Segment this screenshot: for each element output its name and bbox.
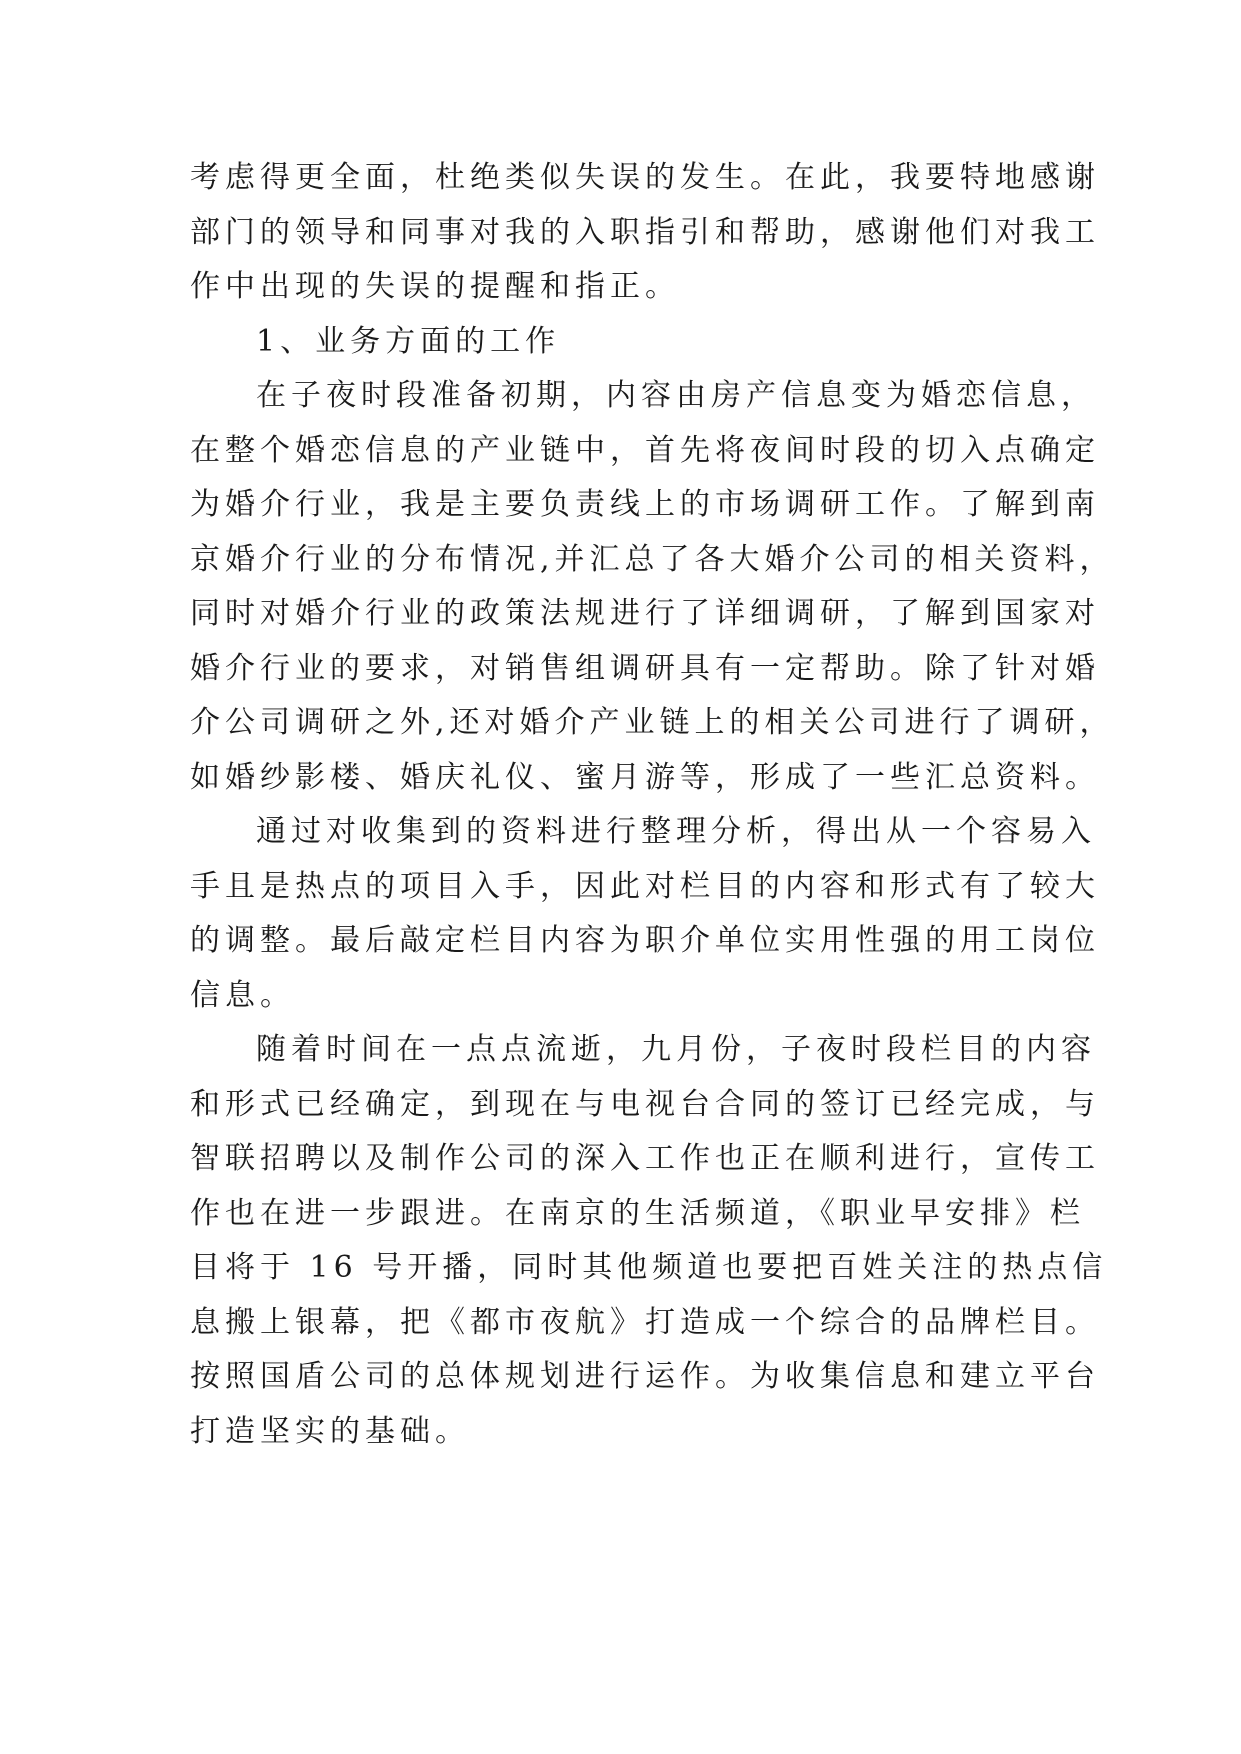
text-line: 作也在进一步跟进。在南京的生活频道，《职业早安排》栏: [190, 1195, 1085, 1231]
text-line: 打造坚实的基础。: [190, 1413, 470, 1449]
text-line: 婚介行业的要求，对销售组调研具有一定帮助。除了针对婚: [190, 650, 1100, 686]
text-line: 同时对婚介行业的政策法规进行了详细调研，了解到国家对: [190, 596, 1100, 631]
text-line: 考虑得更全面，杜绝类似失误的发生。在此，我要特地感谢: [190, 160, 1100, 195]
text-line: 随着时间在一点点流逝，九月份，子夜时段栏目的内容: [256, 1032, 1096, 1067]
text-line: 的调整。最后敲定栏目内容为职介单位实用性强的用工岗位: [190, 923, 1100, 958]
body-text: [190, 151, 1115, 1459]
text-line: 目将于 16 号开播，同时其他频道也要把百姓关注的热点信: [190, 1250, 1108, 1285]
text-line: 在子夜时段准备初期，内容由房产信息变为婚恋信息，: [256, 378, 1096, 413]
text-line: 京婚介行业的分布情况,并汇总了各大婚介公司的相关资料，: [190, 541, 1115, 577]
text-line: 手且是热点的项目入手，因此对栏目的内容和形式有了较大: [190, 868, 1100, 904]
section-heading: 1、业务方面的工作: [256, 323, 561, 359]
text-line: 为婚介行业，我是主要负责线上的市场调研工作。了解到南: [190, 487, 1100, 522]
text-line: 通过对收集到的资料进行整理分析，得出从一个容易入: [256, 814, 1096, 849]
text-line: 智联招聘以及制作公司的深入工作也正在顺利进行，宣传工: [190, 1141, 1100, 1176]
text-line: 和形式已经确定，到现在与电视台合同的签订已经完成，与: [190, 1086, 1100, 1122]
text-line: 息搬上银幕，把《都市夜航》打造成一个综合的品牌栏目。: [190, 1304, 1100, 1340]
text-line: 部门的领导和同事对我的入职指引和帮助，感谢他们对我工: [190, 214, 1100, 250]
text-line: 介公司调研之外,还对婚介产业链上的相关公司进行了调研，: [190, 705, 1115, 740]
text-line: 作中出现的失误的提醒和指正。: [190, 269, 680, 304]
text-line: 在整个婚恋信息的产业链中，首先将夜间时段的切入点确定: [190, 432, 1100, 468]
text-line: 按照国盾公司的总体规划进行运作。为收集信息和建立平台: [190, 1359, 1100, 1394]
text-line: 如婚纱影楼、婚庆礼仪、蜜月游等，形成了一些汇总资料。: [190, 759, 1100, 795]
text-line: 信息。: [190, 977, 295, 1013]
